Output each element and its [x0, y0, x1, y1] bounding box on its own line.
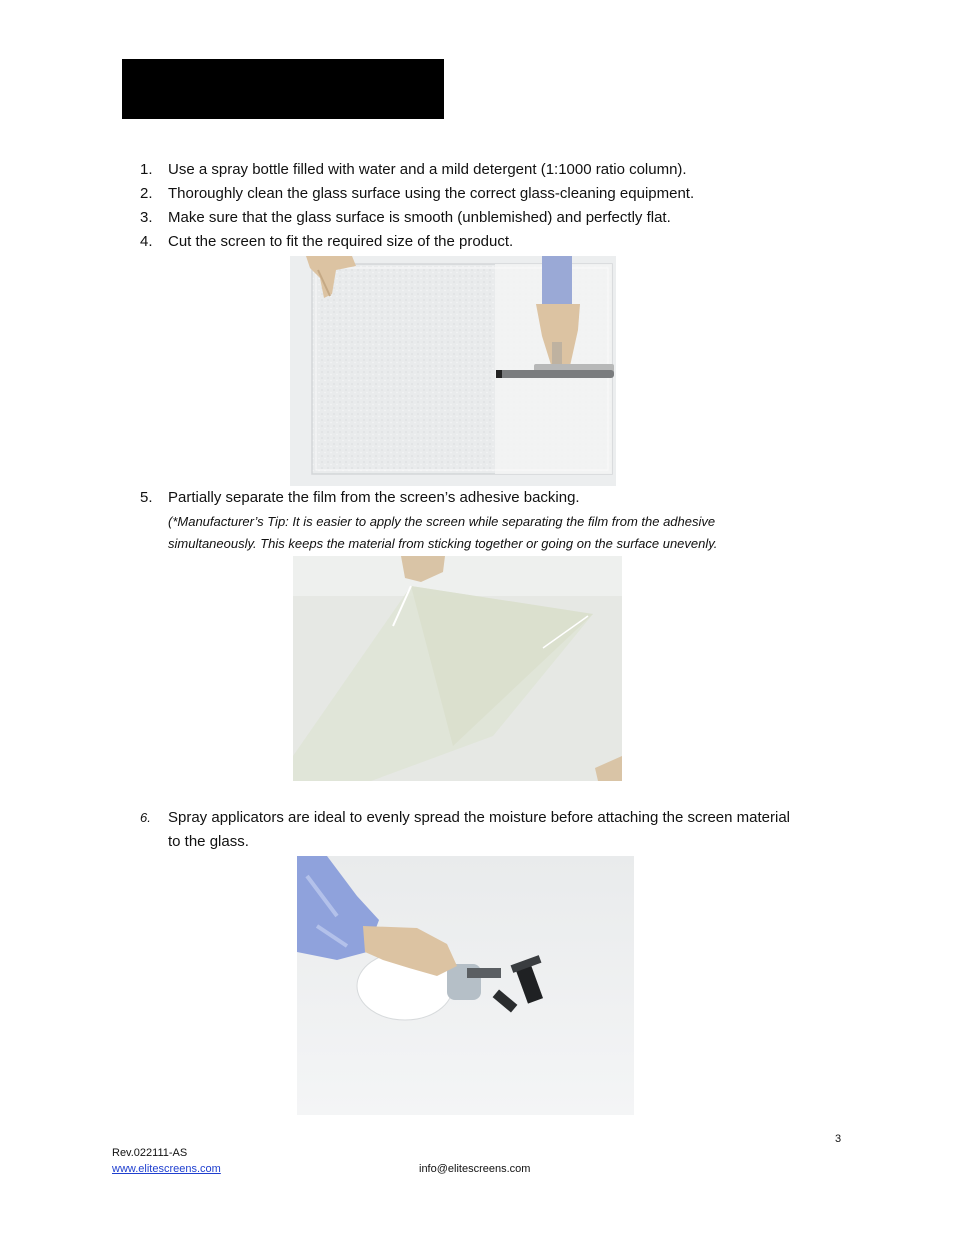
step-text: Use a spray bottle filled with water and a mild detergent (1:1000 ratio column).: [168, 161, 687, 178]
website-link[interactable]: www.elitescreens.com: [112, 1163, 221, 1175]
step-number: 5.: [140, 489, 153, 506]
manufacturer-tip-line-1: (*Manufacturer’s Tip: It is easier to apply the screen while separating the film from the adhesive: [168, 514, 716, 529]
step-number: 6.: [140, 810, 151, 825]
manufacturer-tip-line-2: simultaneously. This keeps the material from sticking together or going on the surface unevenly.: [168, 536, 718, 551]
photo-film-separation: [293, 556, 622, 781]
contact-email: info@elitescreens.com: [419, 1163, 531, 1175]
step-text: Cut the screen to fit the required size of the product.: [168, 233, 514, 250]
step-number: 2.: [140, 185, 153, 202]
step-number: 3.: [140, 209, 153, 226]
step-number: 4.: [140, 233, 153, 250]
step-text: Partially separate the film from the screen’s adhesive backing.: [168, 489, 580, 506]
step-number: 1.: [140, 161, 153, 178]
step-text-line-1: Spray applicators are ideal to evenly spread the moisture before attaching the screen material: [168, 809, 791, 826]
header-logo-bar: [122, 59, 444, 119]
revision-code: Rev.022111-AS: [112, 1147, 188, 1159]
photo-spray-applicator: [297, 856, 634, 1115]
photo-glass-cleaning: [290, 256, 616, 486]
page-number: 3: [835, 1133, 842, 1145]
step-text: Make sure that the glass surface is smooth (unblemished) and perfectly flat.: [168, 209, 671, 226]
step-text-line-2: to the glass.: [168, 833, 249, 850]
step-text: Thoroughly clean the glass surface using the correct glass-cleaning equipment.: [168, 185, 695, 202]
